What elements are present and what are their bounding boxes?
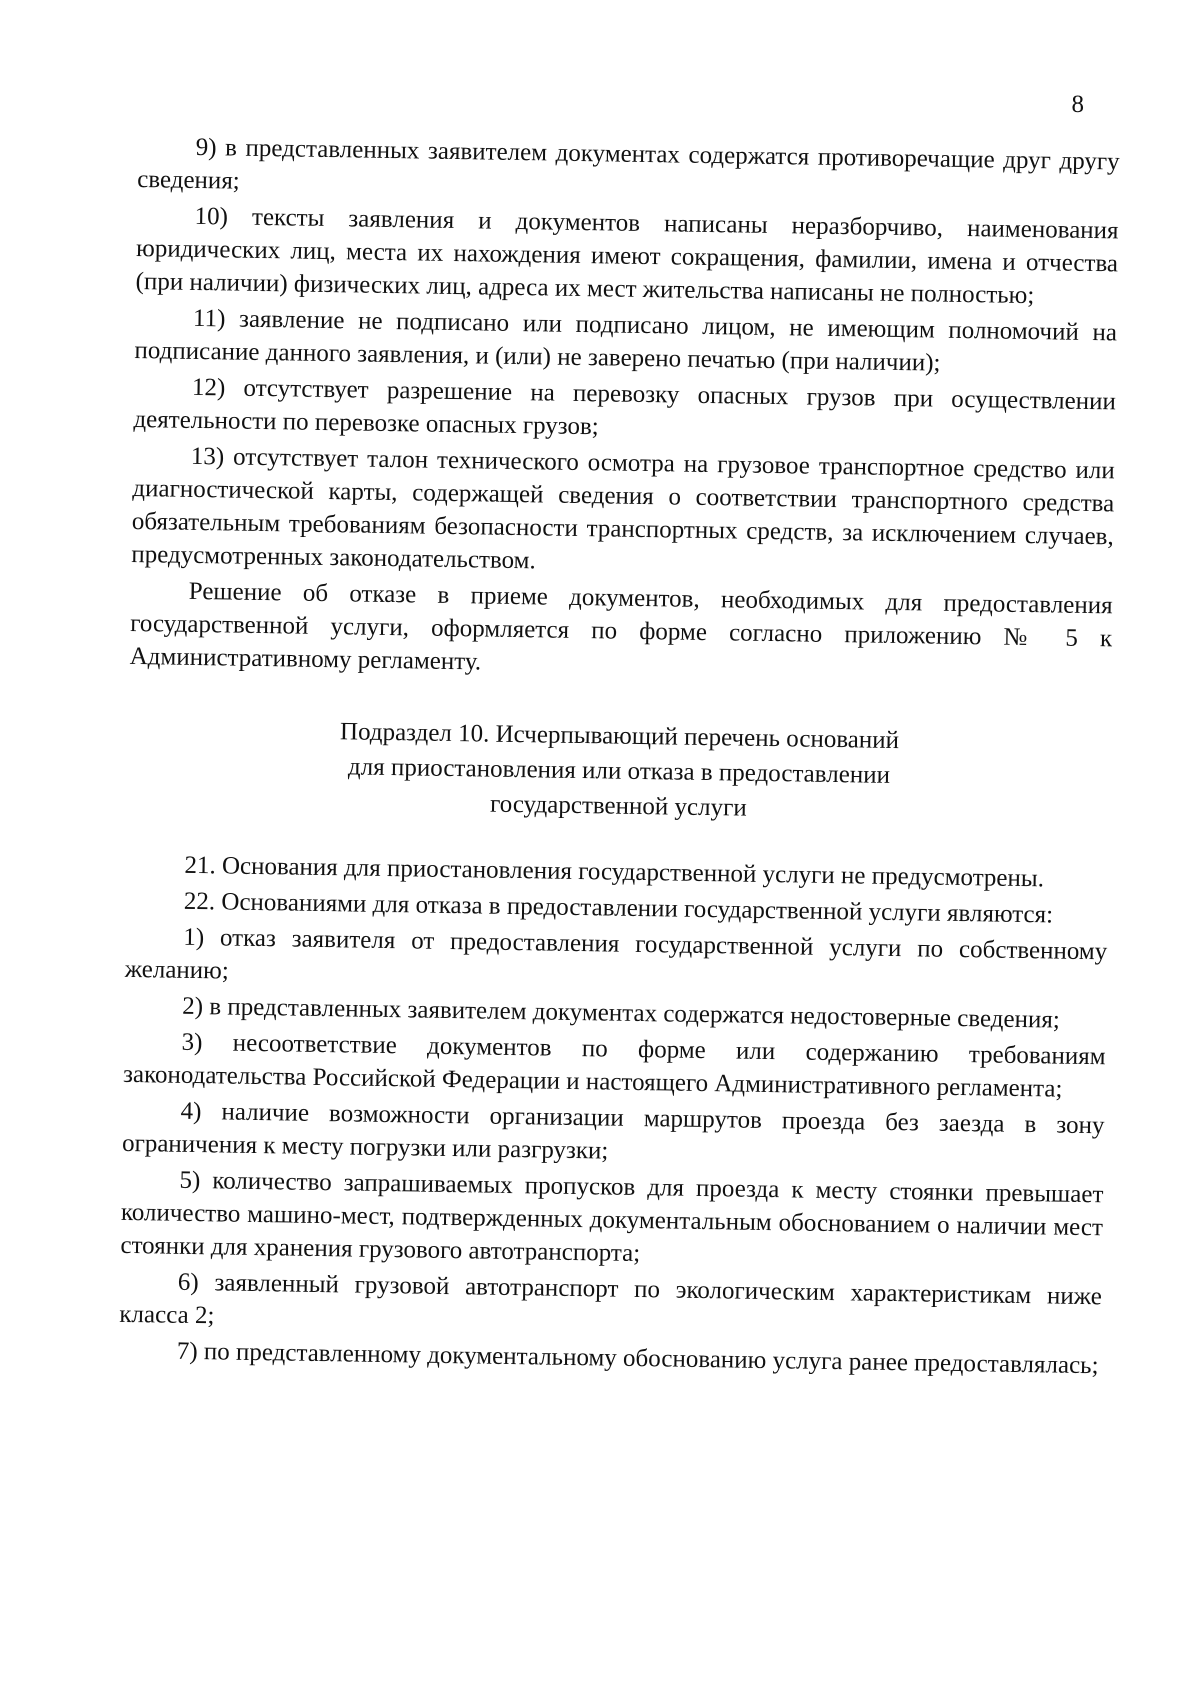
ground-item-6: 6) заявленный грузовой автотранспорт по экологическим характеристикам ниже класса 2; [119, 1268, 1103, 1330]
clause-22: 22. Основаниями для отказа в предоставлении государственной услуги являются: [183, 887, 1054, 929]
section-heading [127, 711, 1111, 831]
document-body [119, 130, 1120, 1385]
ground-item-4: 4) наличие возможности организации маршрутов проезда без заезда в зону ограничения к месту погрузки или разгрузки; [121, 1097, 1105, 1165]
list-item-9: 9) в представленных заявителем документах содержатся противоречащие друг другу сведения; [137, 133, 1120, 195]
section-heading-line-1: Подраздел 10. Исчерпывающий перечень оснований [339, 718, 900, 755]
list-item-13: 13) отсутствует талон технического осмотра на грузовое транспортное средство или диагностической карты, содержащей сведения о соответствии транспортного средства обязательным требованиям безопасности транспортных средств, за исключением случаев, предусмотренных законодательством. [131, 442, 1115, 575]
ground-item-5: 5) количество запрашиваемых пропусков для проезда к месту стоянки превышает количество машино-мест, подтвержденных документальным обоснованием о наличии мест стоянки для хранения грузового автотранспорта; [120, 1166, 1104, 1268]
section-heading-line-2: для приостановления или отказа в предоставлении [347, 753, 891, 789]
refusal-decision-paragraph: Решение об отказе в приеме документов, необходимых для предоставления государственной услуги, оформляется по форме согласно приложению № 5 к Административному регламенту. [129, 577, 1113, 676]
ground-item-1: 1) отказ заявителя от предоставления государственной услуги по собственному желанию; [124, 923, 1108, 985]
list-item-12: 12) отсутствует разрешение на перевозку опасных грузов при осуществлении деятельности по перевозке опасных грузов; [133, 373, 1117, 441]
list-item-11: 11) заявление не подписано или подписано лицом, не имеющим полномочий на подписание данного заявления, и (или) не заверено печатью (при наличии); [134, 304, 1118, 377]
ground-item-7: 7) по представленному документальному обоснованию услуга ранее предоставлялась; [176, 1337, 1099, 1380]
clause-21: 21. Основания для приостановления государственной услуги не предусмотрены. [184, 851, 1045, 893]
list-item-10: 10) тексты заявления и документов написаны неразборчиво, наименования юридических лиц, места их нахождения имеют сокращения, фамилии, имена и отчества (при наличии) физических лиц, адреса их мест жительства написаны не полностью; [135, 202, 1119, 310]
section-heading-line-3: государственной услуги [489, 790, 747, 822]
ground-item-3: 3) несоответствие документов по форме или содержанию требованиям законодательства Российской Федерации и настоящего Административного регламента; [122, 1028, 1106, 1103]
ground-item-2: 2) в представленных заявителем документах содержатся недостоверные сведения; [182, 992, 1060, 1034]
page-number: 8 [1071, 91, 1084, 118]
